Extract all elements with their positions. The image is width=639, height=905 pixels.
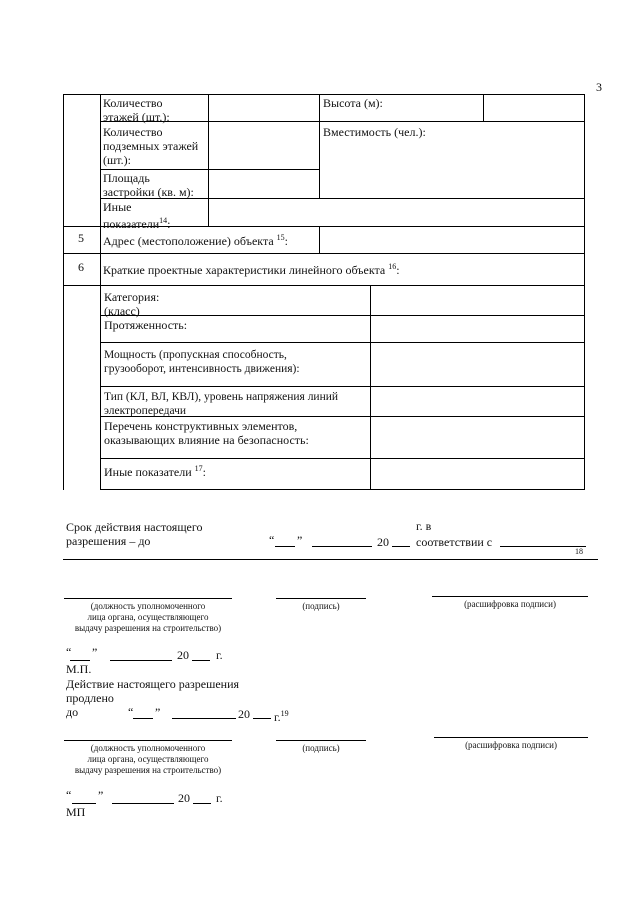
stamp-2: МП xyxy=(66,805,86,819)
building-area-label: Площадь застройки (кв. м): xyxy=(103,171,194,199)
other-indicators-label: Иные показатели$^{14}$: xyxy=(103,200,171,231)
structural-elements-label: Перечень конструктивных элементов, оказывающих влияние на безопасность: xyxy=(104,419,309,447)
extension-year: 20 xyxy=(238,707,250,721)
linear-object-label: Краткие проектные характеристики линейного объекта $^{16}$: xyxy=(103,262,400,277)
validity-date-close: ” xyxy=(297,533,303,547)
divider xyxy=(63,559,598,560)
signature-caption-1: (подпись) xyxy=(302,601,340,611)
validity-year: 20 xyxy=(377,535,389,549)
position-caption-2: (должность уполномоченного лица органа, осуществляющего выдачу разрешения на строительство) xyxy=(74,743,222,775)
date1-open: “ xyxy=(66,645,72,659)
floors-label: Количество этажей (шт.): xyxy=(103,96,170,124)
power-label: Мощность (пропускная способность, грузооборот, интенсивность движения): xyxy=(104,349,300,375)
line-type-label: Тип (КЛ, ВЛ, КВЛ), уровень напряжения линий электропередачи xyxy=(104,391,339,417)
decode-caption-1: (расшифровка подписи) xyxy=(464,599,556,609)
validity-year-suffix: г. в xyxy=(416,519,432,533)
length-label: Протяженность: xyxy=(104,318,188,332)
height-label: Высота (м): xyxy=(323,96,383,110)
extension-label: Действие настоящего разрешения продлено до xyxy=(66,677,240,719)
date1-year: 20 xyxy=(177,648,189,662)
date1-suffix: г. xyxy=(216,648,223,662)
extension-close: ” xyxy=(155,705,161,719)
date1-close: ” xyxy=(92,645,98,659)
address-label: Адрес (местоположение) объекта $^{15}$: xyxy=(103,233,288,248)
validity-footnote: 18 xyxy=(575,547,583,556)
position-caption-1: (должность уполномоченного лица органа, осуществляющего выдачу разрешения на строительство) xyxy=(74,601,222,633)
stamp-1: М.П. xyxy=(66,662,92,676)
extension-suffix: г.$^{19}$ xyxy=(274,709,289,724)
category-label: Категория: (класс) xyxy=(104,290,160,318)
validity-accordance: соответствии с xyxy=(416,535,493,549)
signature-caption-2: (подпись) xyxy=(302,743,340,753)
decode-caption-2: (расшифровка подписи) xyxy=(465,740,557,750)
page-number: 3 xyxy=(596,80,602,94)
underground-floors-label: Количество подземных этажей (шт.): xyxy=(103,125,199,167)
validity-date-open: “ xyxy=(269,533,275,547)
extension-open: “ xyxy=(128,705,134,719)
date2-suffix: г. xyxy=(216,791,223,805)
row-6-number: 6 xyxy=(78,260,84,274)
date2-year: 20 xyxy=(178,791,190,805)
date2-close: ” xyxy=(98,788,104,802)
capacity-label: Вместимость (чел.): xyxy=(323,125,426,139)
date2-open: “ xyxy=(66,788,72,802)
row-5-number: 5 xyxy=(78,231,84,245)
other-indicators-2-label: Иные показатели $^{17}$: xyxy=(104,464,206,479)
validity-label: Срок действия настоящего разрешения – до xyxy=(66,520,203,548)
